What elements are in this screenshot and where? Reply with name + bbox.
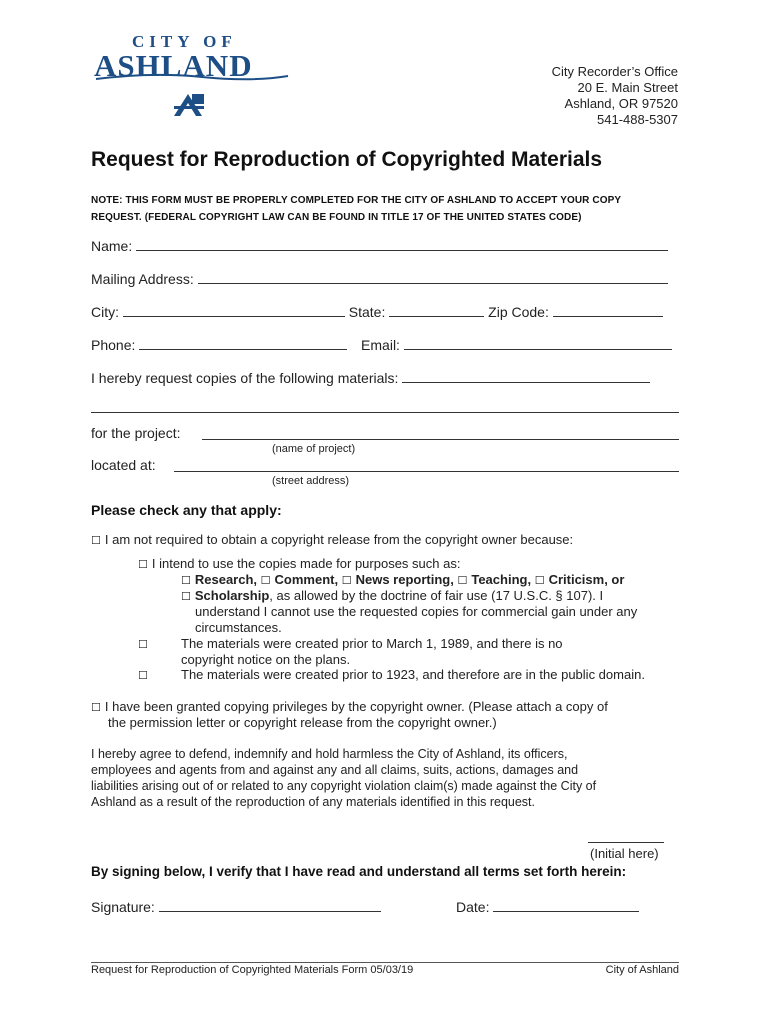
research-label: Research, <box>194 572 258 587</box>
date-field[interactable] <box>493 899 639 912</box>
name-row <box>91 238 668 254</box>
state-label: State: <box>348 304 386 320</box>
footer-divider <box>91 962 679 963</box>
logo-swoosh-icon <box>92 70 292 84</box>
comment-label: Comment, <box>274 572 339 587</box>
fair-use-line-1 <box>181 588 603 605</box>
logo-ashland: ASHLAND <box>94 48 253 83</box>
page-title: Request for Reproduction of Copyrighted Materials <box>91 148 603 171</box>
name-label: Name: <box>91 238 133 254</box>
initial-field[interactable] <box>588 832 664 843</box>
zip-label: Zip Code: <box>488 304 549 320</box>
project-hint: (name of project) <box>272 443 356 455</box>
option-1c-checkbox[interactable]: ☐ <box>138 670 148 682</box>
signature-row <box>91 899 381 915</box>
email-label: Email: <box>361 337 400 353</box>
option-2 <box>91 699 608 716</box>
logo-city-of: CITY OF <box>132 32 237 51</box>
footer-city: City of Ashland <box>605 964 679 976</box>
city-label: City: <box>91 304 119 320</box>
option-1 <box>91 532 573 549</box>
phone-label: Phone: <box>91 337 136 353</box>
project-row <box>91 425 181 441</box>
fair-use-purposes <box>181 572 624 589</box>
project-label: for the project: <box>91 425 181 441</box>
signature-label: Signature: <box>91 899 155 915</box>
option-1a-text: I intend to use the copies made for purposes such as: <box>151 556 461 571</box>
agreement-line-2: employees and agents from and against any and all claims, suits, actions, damages and <box>91 763 579 777</box>
option-1-text: I am not required to obtain a copyright release from the copyright owner because: <box>104 532 574 547</box>
scholarship-label: Scholarship <box>194 588 270 603</box>
agreement-line-3: liabilities arising out of or related to any copyright violation claim(s) made against the City of <box>91 779 597 793</box>
research-checkbox[interactable]: ☐ <box>181 575 191 587</box>
located-field[interactable] <box>174 459 679 472</box>
option-1b-checkbox[interactable]: ☐ <box>138 639 148 651</box>
located-label: located at: <box>91 457 156 473</box>
agreement-line-4: Ashland as a result of the reproduction of any materials identified in this request. <box>91 795 536 809</box>
check-heading: Please check any that apply: <box>91 502 282 518</box>
zip-field[interactable] <box>553 304 663 317</box>
located-hint: (street address) <box>272 475 350 487</box>
phone-email-row <box>91 337 672 353</box>
located-row <box>91 457 156 473</box>
option-2-text-1: I have been granted copying privileges by the copyright owner. (Please attach a copy of <box>104 699 608 714</box>
initial-label: (Initial here) <box>590 846 659 861</box>
option-1b-text-1: The materials were created prior to March 1, 1989, and there is no <box>181 636 563 651</box>
logo-mark-icon <box>172 92 206 118</box>
request-materials-field[interactable] <box>402 370 650 383</box>
request-label: I hereby request copies of the following materials: <box>91 370 399 386</box>
teaching-label: Teaching, <box>471 572 532 587</box>
option-1b-text-2: copyright notice on the plans. <box>181 652 351 667</box>
office-address <box>552 64 678 128</box>
option-1c-text: The materials were created prior to 1923, and therefore are in the public domain. <box>181 667 645 682</box>
option-1a-checkbox[interactable]: ☐ <box>138 559 148 571</box>
city-field[interactable] <box>123 304 345 317</box>
comment-checkbox[interactable]: ☐ <box>260 575 271 587</box>
note-line-2: REQUEST. (FEDERAL COPYRIGHT LAW CAN BE FOUND IN TITLE 17 OF THE UNITED STATES CODE) <box>91 212 582 223</box>
project-field[interactable] <box>202 427 679 440</box>
office-name: City Recorder’s Office <box>551 64 678 79</box>
option-1-checkbox[interactable]: ☐ <box>91 535 101 547</box>
signature-field[interactable] <box>159 899 381 912</box>
form-note <box>91 192 691 226</box>
teaching-checkbox[interactable]: ☐ <box>457 575 468 587</box>
phone-field[interactable] <box>139 337 347 350</box>
note-line-1: NOTE: THIS FORM MUST BE PROPERLY COMPLETED FOR THE CITY OF ASHLAND TO ACCEPT YOUR COPY <box>91 195 622 206</box>
scholarship-checkbox[interactable]: ☐ <box>181 591 191 603</box>
mailing-row <box>91 271 668 287</box>
mailing-label: Mailing Address: <box>91 271 194 287</box>
footer-form-name: Request for Reproduction of Copyrighted Materials Form 05/03/19 <box>91 964 414 976</box>
request-row <box>91 370 650 386</box>
city-state-zip-row <box>91 304 663 320</box>
request-materials-field-2[interactable] <box>91 400 679 413</box>
verify-statement: By signing below, I verify that I have read and understand all terms set forth herein: <box>91 864 627 879</box>
agreement-line-1: I hereby agree to defend, indemnify and hold harmless the City of Ashland, its officers, <box>91 747 568 761</box>
fair-use-text-1: , as allowed by the doctrine of fair use (17 U.S.C. § 107). I <box>269 588 604 603</box>
date-label: Date: <box>456 899 490 915</box>
office-city: Ashland, OR 97520 <box>564 96 678 111</box>
criticism-label: Criticism, or <box>548 572 625 587</box>
news-checkbox[interactable]: ☐ <box>341 575 352 587</box>
mailing-address-field[interactable] <box>198 271 668 284</box>
office-phone: 541-488-5307 <box>597 112 678 127</box>
state-field[interactable] <box>389 304 484 317</box>
email-field[interactable] <box>404 337 672 350</box>
fair-use-text-2: understand I cannot use the requested copies for commercial gain under any <box>195 604 638 619</box>
name-field[interactable] <box>136 238 668 251</box>
option-2-text-2: the permission letter or copyright release from the copyright owner.) <box>108 715 497 730</box>
date-row <box>456 899 639 915</box>
option-1a <box>138 556 460 573</box>
office-street: 20 E. Main Street <box>577 80 678 95</box>
option-2-checkbox[interactable]: ☐ <box>91 702 101 714</box>
criticism-checkbox[interactable]: ☐ <box>534 575 545 587</box>
indemnity-agreement <box>91 746 661 810</box>
news-label: News reporting, <box>355 572 454 587</box>
fair-use-text-3: circumstances. <box>195 620 282 635</box>
